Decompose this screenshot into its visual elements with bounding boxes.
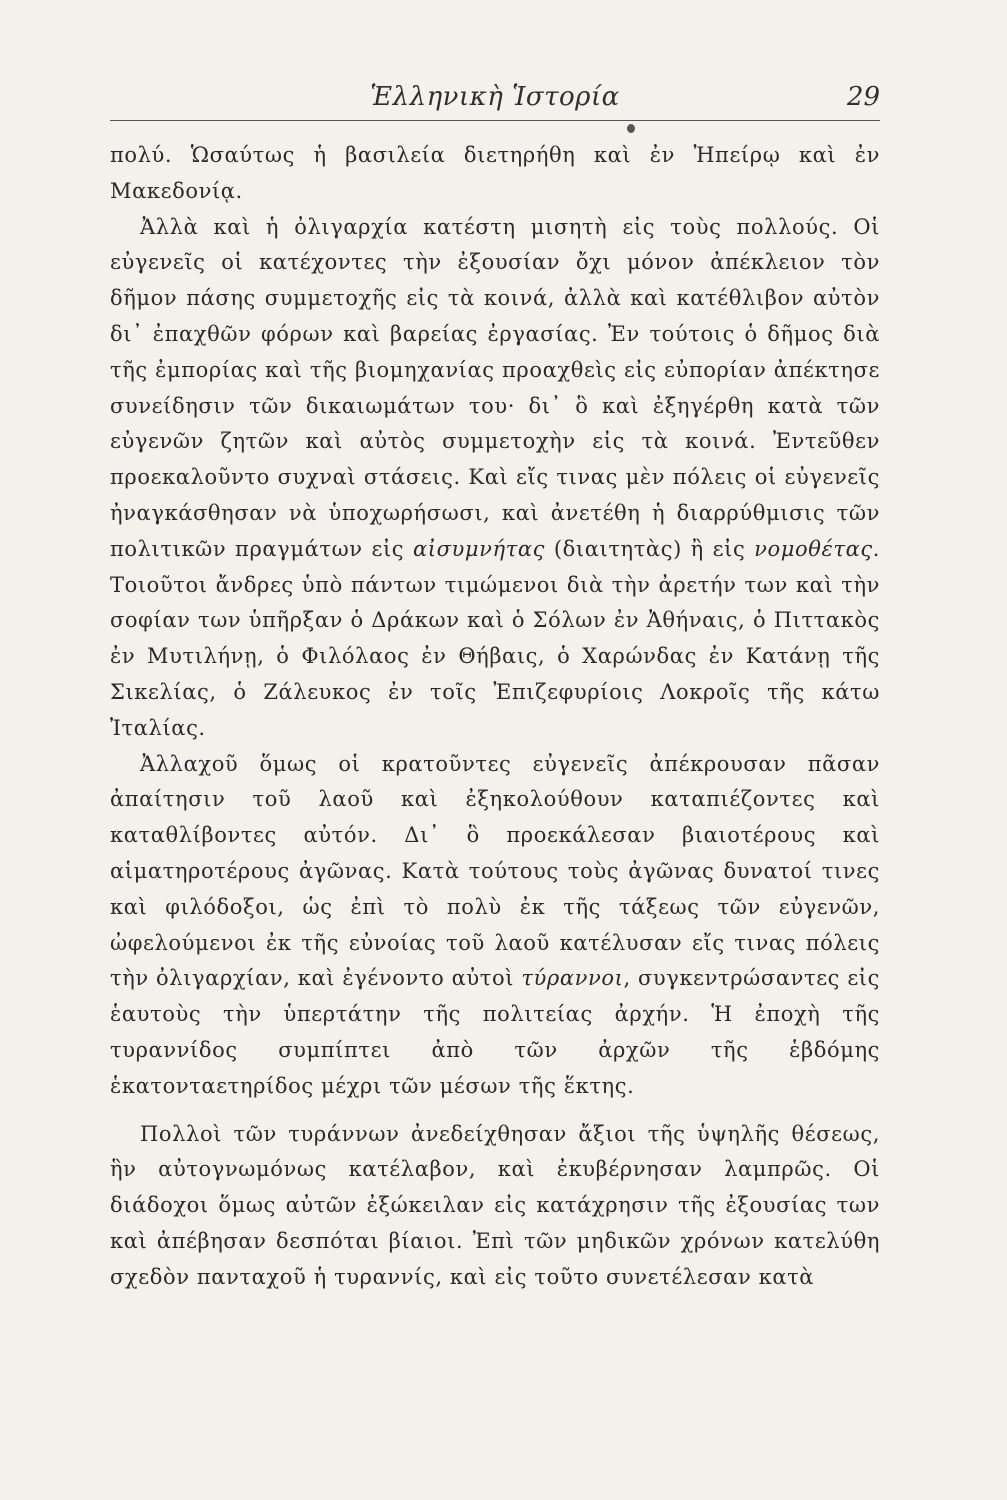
- body-text: [110, 138, 880, 1296]
- header-rule: [110, 120, 880, 121]
- paragraph-2-part-3: (διαιτητὰς) ἢ εἰς: [545, 536, 755, 561]
- paragraph-4: Πολλοὶ τῶν τυράννων ἀνεδείχθησαν ἄξιοι τῆς ὑψηλῆς θέσεως, ἣν αὐτογνωμόνως κατέλαβον, καὶ ἐκυβέρνησαν λαμπρῶς. Οἱ διάδοχοι ὅμως αὐτῶν ἐξώκειλαν εἰς κατάχρησιν τῆς ἐξουσίας των καὶ ἀπέβησαν δεσπόται βίαιοι. Ἐπὶ τῶν μηδικῶν χρόνων κατελύθη σχεδὸν πανταχοῦ ἡ τυραννίς, καὶ εἰς τοῦτο συνετέλεσαν κατὰ: [110, 1121, 880, 1289]
- paragraph-2: [110, 210, 880, 747]
- term-tyrannoi: τύραννοι: [521, 966, 624, 991]
- paragraph-3-part-1: Ἀλλαχοῦ ὅμως οἱ κρατοῦντες εὐγενεῖς ἀπέκρουσαν πᾶσαν ἀπαίτησιν τοῦ λαοῦ καὶ ἐξηκολούθουν καταπιέζοντες καὶ καταθλίβοντες αὐτόν. Δι᾽ ὃ προεκάλεσαν βιαιοτέρους καὶ αἱματηροτέρους ἀγῶνας. Κατὰ τούτους τοὺς ἀγῶνας δυνατοί τινες καὶ φιλόδοξοι, ὡς ἐπὶ τὸ πολὺ ἐκ τῆς τάξεως τῶν εὐγενῶν, ὠφελούμενοι ἐκ τῆς εὐνοίας τοῦ λαοῦ κατέλυσαν εἴς τινας πόλεις τὴν ὀλιγαρχίαν, καὶ ἐγένοντο αὐτοὶ: [110, 751, 880, 991]
- paragraph-2-part-1: Ἀλλὰ καὶ ἡ ὀλιγαρχία κατέστη μισητὴ εἰς τοὺς πολλούς. Οἱ εὐγενεῖς οἱ κατέχοντες τὴν ἐξουσίαν ὄχι μόνον ἀπέκλειον τὸν δῆμον πάσης συμμετοχῆς εἰς τὰ κοινά, ἀλλὰ καὶ κατέθλιβον αὐτὸν δι᾽ ἐπαχθῶν φόρων καὶ βαρείας ἐργασίας. Ἐν τούτοις ὁ δῆμος διὰ τῆς ἐμπορίας καὶ τῆς βιομηχανίας προαχθεὶς εἰς εὐπορίαν ἀπέκτησε συνείδησιν τῶν δικαιωμάτων του· δι᾽ ὃ καὶ ἐξηγέρθη κατὰ τῶν εὐγενῶν ζητῶν καὶ αὐτὸς συμμετοχὴν εἰς τὰ κοινά. Ἐντεῦθεν προεκαλοῦντο συχναὶ στάσεις. Καὶ εἴς τινας μὲν πόλεις οἱ εὐγενεῖς ἠναγκάσθησαν νὰ ὑποχωρήσωσι, καὶ ἀνετέθη ἡ διαρρύθμισις τῶν πολιτικῶν πραγμάτων εἰς: [110, 214, 880, 561]
- page-number: 29: [846, 82, 880, 112]
- paragraph-1: πολύ. Ὡσαύτως ἡ βασιλεία διετηρήθη καὶ ἐν Ἠπείρῳ καὶ ἐν Μακεδονίᾳ.: [110, 143, 880, 203]
- running-head: [110, 82, 880, 122]
- running-title: Ἑλληνικὴ Ἱστορία: [370, 82, 620, 112]
- paragraph-3: [110, 747, 880, 1105]
- paragraph-3-part-3: , συγκεντρώσαντες εἰς ἑαυτοὺς τὴν ὑπερτάτην τῆς πολιτείας ἀρχήν. Ἡ ἐποχὴ τῆς τυραννίδος συμπίπτει ἀπὸ τῶν ἀρχῶν τῆς ἑβδόμης ἑκατονταετηρίδος μέχρι τῶν μέσων τῆς ἕκτης.: [110, 966, 880, 1098]
- term-nomothetas: νομοθέτας: [754, 536, 873, 561]
- paragraph-2-part-5: . Τοιοῦτοι ἄνδρες ὑπὸ πάντων τιμώμενοι διὰ τὴν ἀρετήν των καὶ τὴν σοφίαν των ὑπῆρξαν ὁ Δράκων καὶ ὁ Σόλων ἐν Ἀθήναις, ὁ Πιττακὸς ἐν Μυτιλήνῃ, ὁ Φιλόλαος ἐν Θήβαις, ὁ Χαρώνδας ἐν Κατάνῃ τῆς Σικελίας, ὁ Ζάλευκος ἐν τοῖς Ἐπιζεφυρίοις Λοκροῖς τῆς κάτω Ἰταλίας.: [110, 536, 880, 740]
- ink-blot-mark: [627, 124, 635, 133]
- term-aisymnetas: αἰσυμνήτας: [412, 536, 546, 561]
